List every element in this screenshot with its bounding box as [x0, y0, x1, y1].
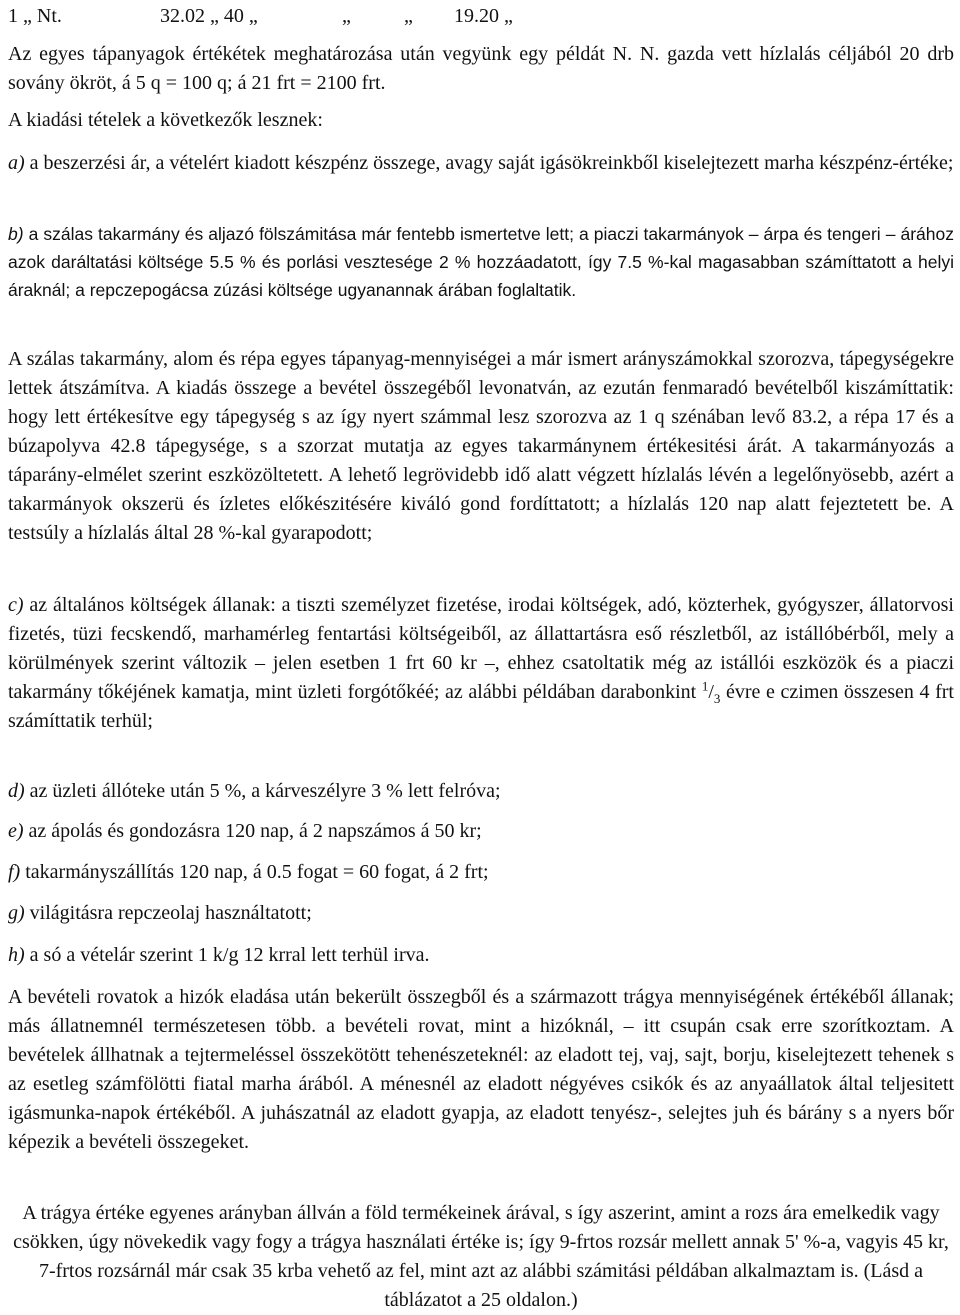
paragraph-expense-heading: A kiadási tételek a következők lesznek:	[8, 109, 323, 131]
list-item-e	[8, 817, 954, 846]
list-text: évre e czimen összesen 4 frt számíttatik terhül;	[8, 681, 954, 732]
list-label: g)	[8, 902, 25, 924]
table-cell: „	[404, 5, 413, 27]
list-text: a só a vételár szerint 1 k/g 12 krral lett terhül irva.	[24, 944, 430, 966]
table-cell: 32.02 „ 40 „	[160, 5, 258, 27]
list-text: a beszerzési ár, a vételért kiadott készpénz összege, avagy saját igásökreinkből kiselejtezett marha készpénz-értéke;	[24, 152, 954, 174]
table-cell: „	[342, 5, 351, 27]
table-cell: 19.20 „	[454, 5, 513, 27]
list-item-f	[8, 858, 954, 887]
list-label: h)	[8, 944, 25, 966]
fraction-denominator: 3	[713, 691, 721, 706]
list-text: a szálas takarmány és aljazó fölszámitása már fentebb ismertetve lett; a piaczi takarmányok – árpa és tengeri – árához azok daráltatási költsége 5.5 % és porlási vesztesége 2 % hozzáadatott, így 7.5 %-kal magasabban számíttatott a helyi áraknál; a repczepogácsa zúzási költsége ugyanannak árában foglaltatik.	[8, 224, 954, 300]
list-text: az általános költségek állanak: a tiszti személyzet fizetése, irodai költségek, adó, közterhek, gyógyszer, állatorvosi fizetés, tüzi fecskendő, marhamérleg fentartási költségeiből, az állattartásra eső részletből, az istállóbérből, mely a körülmények szerint változik – jelen esetben 1 frt 60 kr –, ehhez csatoltatik még az istállói eszközök és a piaczi takarmány tőkéjének kamatja, mint üzleti forgótőkéé; az alábbi példában darabonkint	[8, 594, 954, 703]
list-item-a	[8, 149, 954, 178]
list-text: világitásra repczeolaj használtatott;	[24, 902, 312, 924]
list-label: b)	[8, 224, 24, 244]
list-text: takarmányszállítás 120 nap, á 0.5 fogat = 60 fogat, á 2 frt;	[20, 861, 489, 883]
list-item-h	[8, 941, 954, 970]
list-label: a)	[8, 152, 25, 174]
list-item-c	[8, 591, 954, 736]
table-cell: 1 „ Nt.	[8, 5, 62, 27]
fraction-numerator: 1	[701, 678, 709, 694]
list-label: c)	[8, 594, 24, 616]
list-text: az ápolás és gondozásra 120 nap, á 2 napszámos á 50 kr;	[23, 820, 482, 842]
list-text: az üzleti állóteke után 5 %, a kárveszélyre 3 % lett felróva;	[24, 780, 501, 802]
list-label: e)	[8, 820, 24, 842]
list-item-g	[8, 899, 954, 928]
paragraph-intro: Az egyes tápanyagok értékétek meghatározása után vegyünk egy példát N. N. gazda vett hízlalás céljából 20 drb sovány ökröt, á 5 q = 100 q; á 21 frt = 2100 frt.	[8, 43, 954, 94]
list-label: d)	[8, 780, 25, 802]
fraction-slash: /	[708, 681, 714, 703]
paragraph-income: A bevételi rovatok a hizók eladása után bekerült összegből és a származott trágya mennyiségének értékéből állanak; más állatnemnél természetesen több. a bevételi rovat, mint a hizóknál, – itt csupán csak erre szorítkoztam. A bevételek állhatnak a tejtermeléssel összekötött tehenészeteknél: az eladott tej, vaj, sajt, borju, kiselejtezett tehenek s az esetleg számfölötti fiatal marha árából. A ménesnél az eladott négyéves csikók és az anyaállatok által teljesitett igásmunka-napok értékéből. A juhászatnál az eladott gyapja, az eladott tenyész-, selejtes juh és bárány s a nyers bőr képezik a bevételi összegeket.	[8, 986, 954, 1153]
paragraph-feed-calculation: A szálas takarmány, alom és répa egyes tápanyag-mennyiségei a már ismert arányszámokkal szorozva, tápegységekre lettek átszámítva. A kiadás összege a bevétel összegéből levonatván, az ezután fenmaradó bevételből kiszámíttatik: hogy lett értékesítve egy tápegység s az így nyert számmal lesz szorozva az 1 q szénában levő 83.2, a répa 17 és a búzapolyva 42.8 tápegysége, s a szorzat mutatja az egyes takarmánynem értékesitési árát. A takarmányozás a táparány-elmélet szerint eszközöltetett. A lehető legrövidebb idő alatt végzett hízlalás lévén a legelőnyösebb, azért a takarmányok okszerü és ízletes előkészitésére kiváló gond fordíttatott; a hízlalás 120 nap alatt fejeztetett be. A testsúly a hízlalás által 28 %-kal gyarapodott;	[8, 348, 954, 544]
table-row-fragment	[8, 2, 954, 31]
list-item-b	[8, 220, 954, 304]
list-label: f)	[8, 861, 21, 883]
list-item-d	[8, 777, 954, 806]
paragraph-manure-value: A trágya értéke egyenes arányban állván a föld termékeinek árával, s így aszerint, amint a rozs ára emelkedik vagy csökken, úgy növekedik vagy fogy a trágya használati értéke is; így 9-frtos rozsár mellett annak 5' %-a, vagyis 45 kr, 7-frtos rozsárnál már csak 35 krba vehető az fel, mint azt az alábbi számitási példában alkalmaztam is. (Lásd a táblázatot a 25 oldalon.)	[13, 1202, 949, 1311]
